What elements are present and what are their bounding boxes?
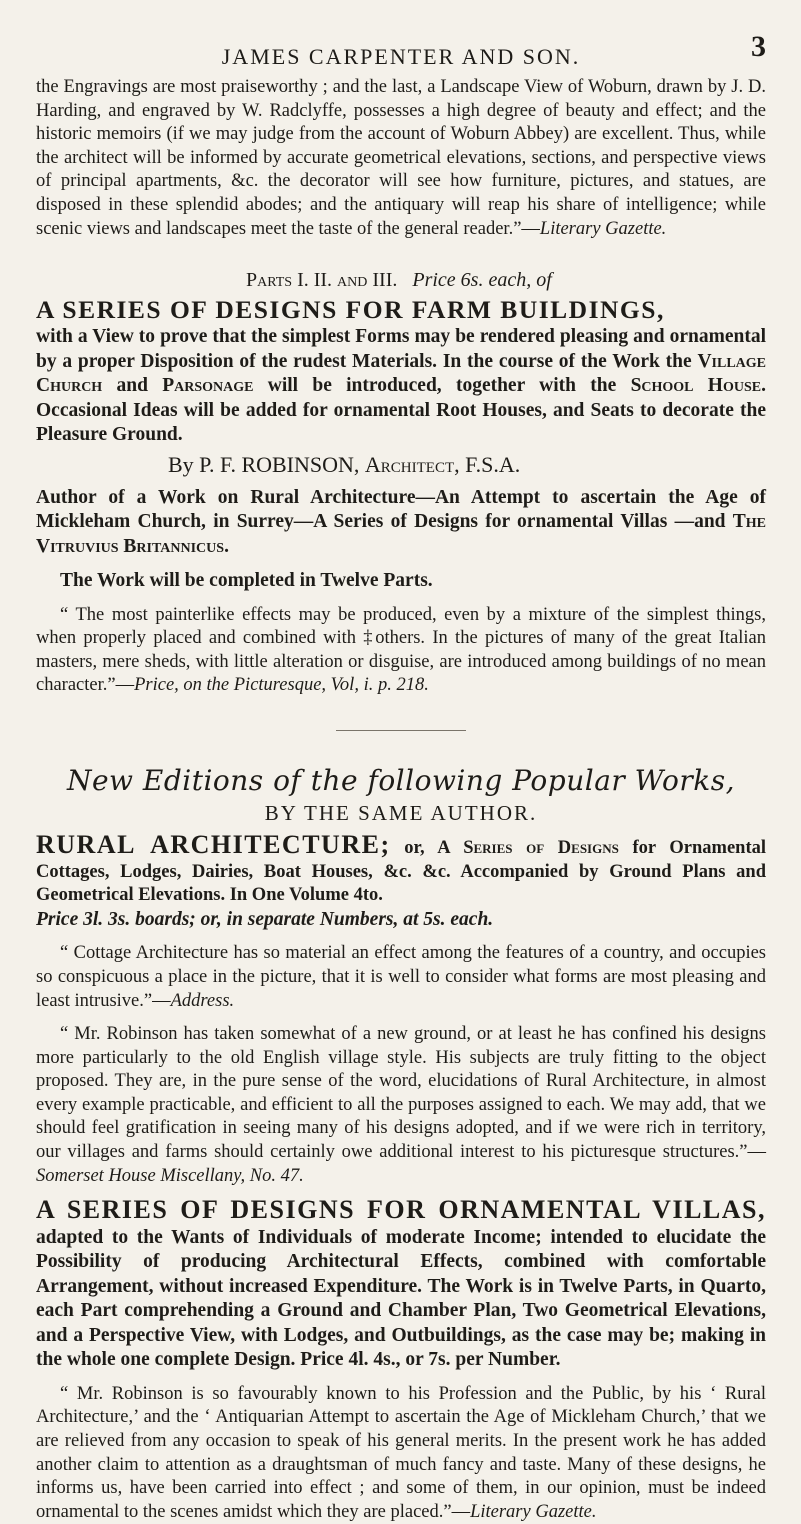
intro-quote-text: the Engravings are most praiseworthy ; and the last, a Landscape View of Woburn, drawn by J. D. Harding, and engraved by W. Radclyffe, possesses a high degree of beauty and effect; and the historic memoirs (if we may judge from the account of Woburn Abbey) are excellent. Thus, while the architect will be informed by accurate geometrical elevations, sections, and perspective views of principal apartments, &c. the decorator will see how furniture, pictures, and statues, are disposed in these splendid abodes; and the antiquary will reap his share of intelligence; while scenic views and landscapes meet the taste of the general reader.”—: [36, 77, 766, 239]
parsonage-text: Parsonage: [162, 375, 254, 397]
farm-buildings-description: [36, 325, 766, 448]
farm-parts-label: Parts I. II. and III.: [246, 269, 398, 292]
intro-quote-source: Literary Gazette.: [539, 218, 667, 239]
farm-price: Price 6s. each, of: [412, 269, 552, 292]
rural-quote-2-text: “ Mr. Robinson has taken somewhat of a new ground, or at least he has confined his designs more particularly to the old English village style. His subjects are truly fitting to the object proposed. They are, in the pure sense of the word, elucidations of Rural Architecture, in almost every example practicable, and efficient to all the purposes assigned to each. We may add, that we should feel gratification in seeing many of his designs adopted, and if we were rich in territory, our villages and farms should certainly owe additional interest to his picturesque structures.”—: [36, 1024, 766, 1163]
section-divider: [336, 730, 466, 731]
farm-desc-2: will be introduced, together with the: [253, 375, 631, 397]
page: [36, 0, 766, 1524]
rural-quote-2-source: Somerset House Miscellany, No. 47.: [36, 1165, 304, 1186]
author-works: [36, 486, 766, 560]
page-number: 3: [751, 30, 766, 63]
rural-quote-1-source: Address.: [170, 990, 235, 1011]
farm-buildings-title: A SERIES OF DESIGNS FOR FARM BUILDINGS,: [36, 295, 665, 325]
same-author-subheading: BY THE SAME AUTHOR.: [264, 801, 538, 826]
series-of-designs-text: Series of Designs: [463, 838, 619, 859]
author-prefix: By P. F. ROBINSON,: [168, 451, 365, 477]
farm-desc-1: with a View to prove that the simplest Forms may be rendered pleasing and ornamental by a proper Disposition of the rudest Materials. In the course of the Work the: [36, 326, 766, 372]
rural-quote-2: [36, 1023, 766, 1188]
price-quote-source: Price, on the Picturesque, Vol, i. p. 218.: [134, 675, 429, 696]
vitruvius-text: The Vitruvius Britannicus: [36, 511, 766, 557]
villas-quote-source: Literary Gazette.: [470, 1501, 597, 1522]
rural-architecture-entry: [36, 830, 766, 908]
price-quote-text: “ The most painterlike effects may be produced, even by a mixture of the simplest things, when properly placed and combined with ‡others. In the pictures of many of the great Italian masters, mere sheds, with little alteration or disguise, are introduced among buildings of no mean character.”—: [36, 604, 766, 696]
author-works-text: Author of a Work on Rural Architecture—An Attempt to ascertain the Age of Mickleham Church, in Surrey—A Series of Designs for ornamental Villas —and: [36, 486, 766, 533]
author-title: Architect: [364, 451, 455, 477]
farm-desc-3: . Occasional Ideas will be added for ornamental Root Houses, and Seats to decorate the Pleasure Ground.: [36, 375, 766, 446]
rural-quote-1: [36, 942, 766, 1013]
running-head: [36, 0, 766, 72]
ornamental-villas-entry: [36, 1195, 766, 1373]
author-suffix: , F.S.A.: [454, 451, 521, 477]
ornamental-villas-quote: [36, 1383, 766, 1524]
intro-quote: [36, 76, 766, 241]
farm-desc-and: and: [102, 375, 163, 397]
villas-quote-text: “ Mr. Robinson is so favourably known to his Profession and the Public, by his ‘ Rural Architecture,’ and the ‘ Antiquarian Attempt to ascertain the Age of Mickleham Church,’ that we are relieved from any occasion to speak of his general merits. In the present work he has added another claim to attention as a draughtsman of much fancy and taste. Many of these designs, he informs us, have been carried into effect ; and some of them, in our opinion, must be indeed ornamental to the scenes amidst which they are placed.”—: [36, 1383, 766, 1522]
rural-architecture-title: RURAL ARCHITECTURE;: [36, 830, 391, 860]
price-picturesque-quote: [36, 604, 766, 698]
rural-quote-1-text: “ Cottage Architecture has so material an effect among the features of a country, and occupies so conspicuous a place in the picture, that it is well to consider what forms are most pleasing and least intrusive.”—: [36, 943, 766, 1011]
farm-parts-line: [36, 267, 766, 293]
school-house-text: School House: [630, 375, 762, 397]
running-title: JAMES CARPENTER AND SON.: [221, 44, 581, 69]
village-church-text: Village Church: [36, 350, 766, 397]
ornamental-villas-title: A SERIES OF DESIGNS FOR ORNAMENTAL VILLAS,: [36, 1195, 766, 1225]
rural-price-text: Price 3l. 3s. boards; or, in separate Numbers, at 5s. each.: [36, 908, 494, 930]
ornamental-villas-description: adapted to the Wants of Individuals of moderate Income; intended to elucidate the Possibility of producing Architectural Effects, combined with comfortable Arrangement, without increased Expenditure. The Work is in Twelve Parts, in Quarto, each Part comprehending a Ground and Chamber Plan, Two Geometrical Elevations, and a Perspective View, with Lodges, and Outbuildings, as the case may be; making in the whole one complete Design. Price 4l. 4s., or 7s. per Number.: [36, 1226, 766, 1371]
rural-price-line: [36, 908, 766, 933]
author-works-end: .: [224, 535, 229, 557]
rural-or: or, A: [390, 838, 464, 859]
rural-description: for Ornamental Cottages, Lodges, Dairies, Boat Houses, &c. &c. Accompanied by Ground Plans and Geometrical Elevations. In One Volume 4to.: [36, 838, 766, 906]
new-editions-heading: New Editions of the following Popular Works,: [66, 764, 736, 798]
completion-note: The Work will be completed in Twelve Parts.: [60, 570, 433, 592]
author-line: [36, 450, 766, 480]
